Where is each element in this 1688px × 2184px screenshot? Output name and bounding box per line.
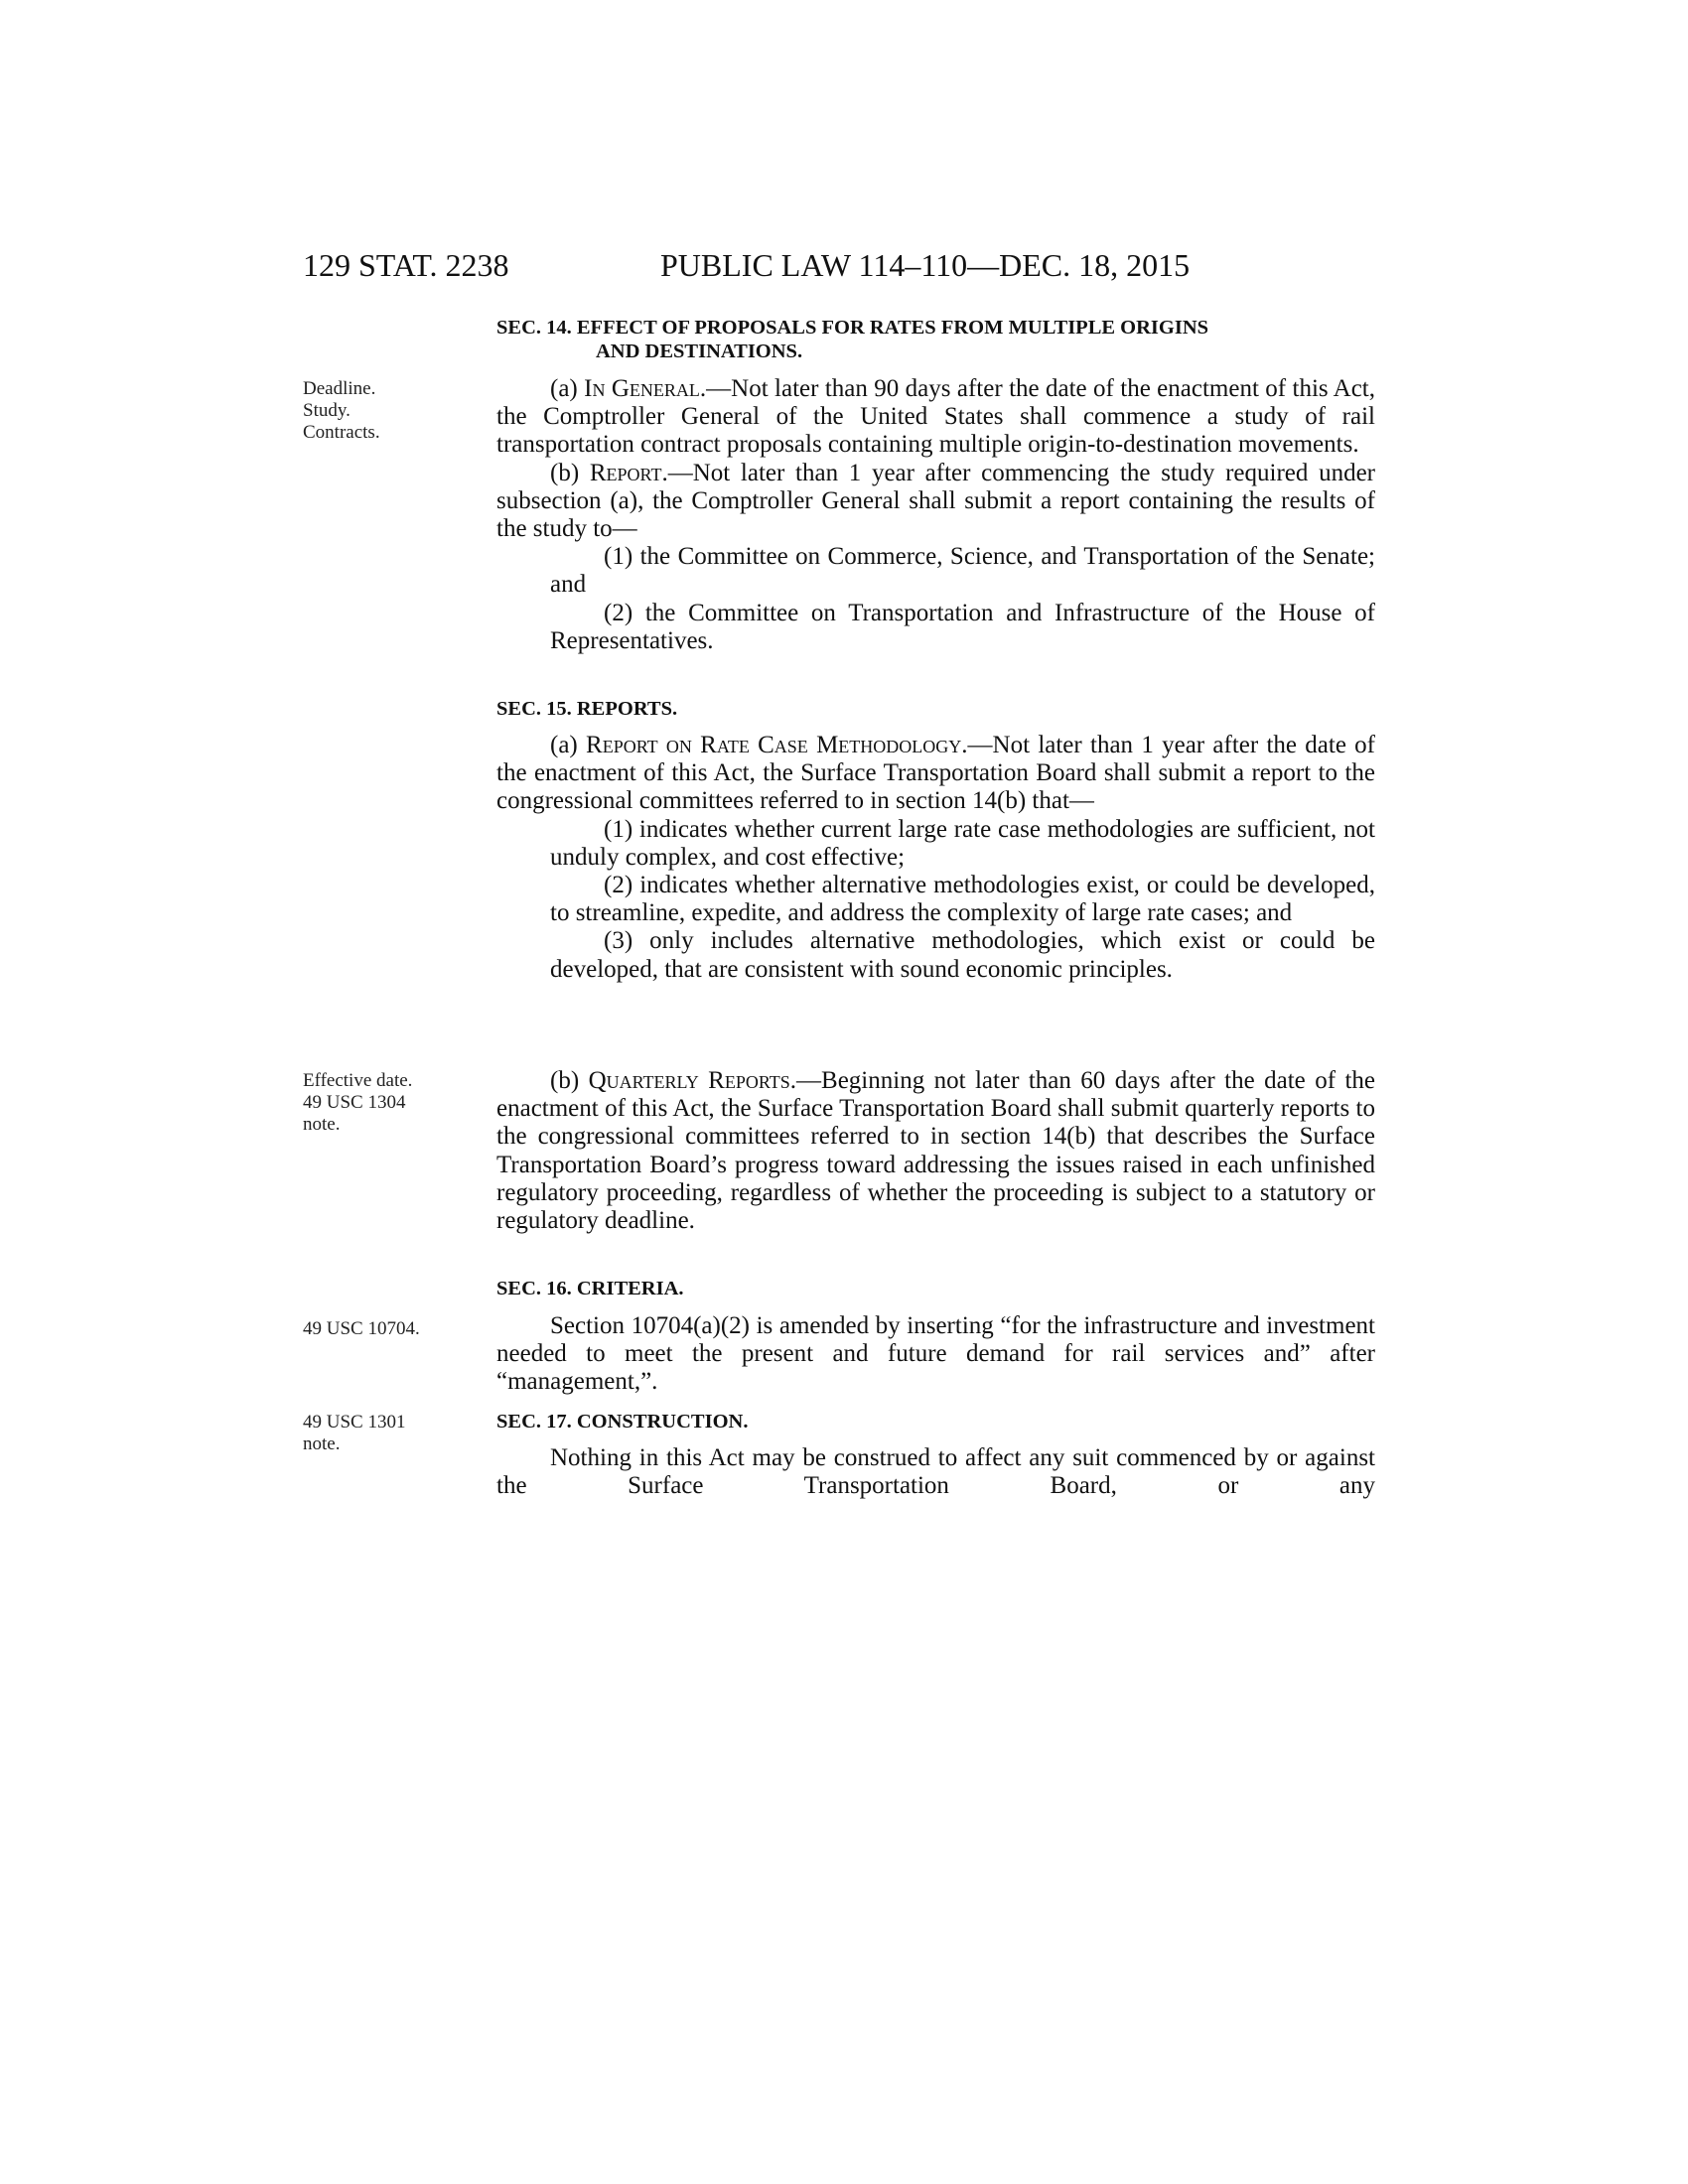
page-header (303, 245, 1375, 285)
sec15-body-a (496, 732, 1375, 984)
statute-page-number: 129 STAT. 2238 (303, 247, 509, 283)
sec16-text: Section 10704(a)(2) is amended by inserting “for the infrastructure and investment needed to meet the present and future demand for rail services and” after “management,”. (496, 1312, 1375, 1396)
sec14-b-item-1: (1) the Committee on Commerce, Science, and Transportation of the Senate; and (550, 543, 1375, 599)
sec16-body (496, 1312, 1375, 1397)
sec14-body (496, 375, 1375, 655)
law-title-date: PUBLIC LAW 114–110—DEC. 18, 2015 (660, 247, 1191, 283)
sec17-margin-notes: 49 USC 1301 note. (303, 1412, 406, 1454)
sec14-margin-notes: Deadline. Study. Contracts. (303, 378, 380, 443)
sec14-heading: SEC. 14. EFFECT OF PROPOSALS FOR RATES FROM MULTIPLE ORIGINS AND DESTINATIONS. (496, 317, 1209, 362)
sec17-body (496, 1444, 1375, 1500)
sec15-a-item-2: (2) indicates whether alternative methodologies exist, or could be developed, to streamline, expedite, and address the complexity of large rate cases; and (550, 872, 1375, 927)
sec14-subsection-a: (a) In General.—Not later than 90 days after the date of the enactment of this Act, the Comptroller General of the United States shall commence a study of rail transportation contract proposals containing multiple origin-to-destination movements. (496, 375, 1375, 459)
sec15-heading: SEC. 15. REPORTS. (496, 698, 678, 720)
sec16-margin-note: 49 USC 10704. (303, 1318, 420, 1339)
sec15-body-b (496, 1067, 1375, 1235)
sec15-margin-notes: Effective date. 49 USC 1304 note. (303, 1070, 413, 1135)
sec15-subsection-b: (b) Quarterly Reports.—Beginning not later than 60 days after the date of the enactment of this Act, the Surface Transportation Board shall submit quarterly reports to the congressional committees referred to in section 14(b) that describes the Surface Transportation Board’s progress toward addressing the issues raised in each unfinished regulatory proceeding, regardless of whether the proceeding is subject to a statutory or regulatory deadline. (496, 1067, 1375, 1235)
sec15-a-item-3: (3) only includes alternative methodologies, which exist or could be developed, that are consistent with sound economic principles. (550, 927, 1375, 983)
sec17-heading: SEC. 17. CONSTRUCTION. (496, 1411, 749, 1433)
sec16-heading: SEC. 16. CRITERIA. (496, 1278, 684, 1299)
sec14-b-item-2: (2) the Committee on Transportation and Infrastructure of the House of Representatives. (550, 599, 1375, 654)
sec17-text: Nothing in this Act may be construed to affect any suit commenced by or against the Surface Transportation Board, or any (496, 1444, 1375, 1500)
sec15-a-item-1: (1) indicates whether current large rate case methodologies are sufficient, not unduly complex, and cost effective; (550, 815, 1375, 871)
sec15-subsection-a: (a) Report on Rate Case Methodology.—Not later than 1 year after the date of the enactment of this Act, the Surface Transportation Board shall submit a report to the congressional committees referred to in section 14(b) that— (496, 732, 1376, 815)
sec14-subsection-b: (b) Report.—Not later than 1 year after commencing the study required under subsection (a), the Comptroller General shall submit a report containing the results of the study to— (496, 459, 1376, 543)
